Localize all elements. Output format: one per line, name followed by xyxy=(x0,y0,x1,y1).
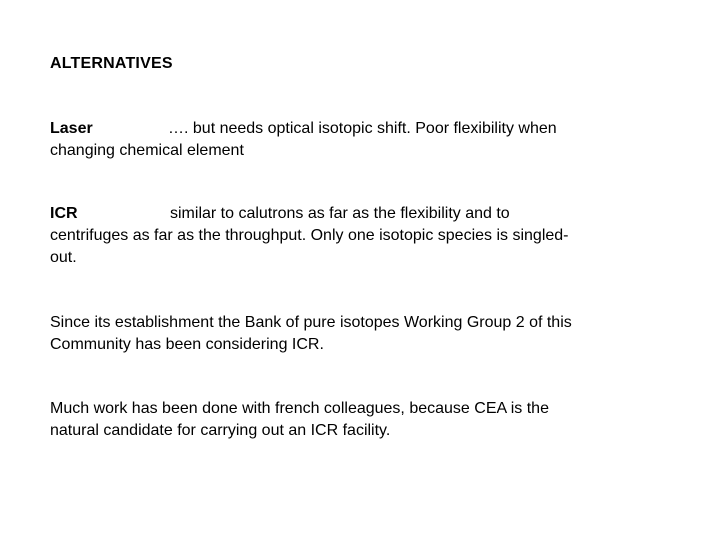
laser-text-1: …. but needs optical isotopic shift. Poor flexibility when xyxy=(168,120,557,137)
laser-line-2: changing chemical element xyxy=(50,142,244,159)
icr-term: ICR xyxy=(50,205,78,222)
cea-line-1: Much work has been done with french colleagues, because CEA is the xyxy=(50,400,549,417)
icr-text-1: similar to calutrons as far as the flexibility and to xyxy=(170,205,510,222)
laser-term: Laser xyxy=(50,120,93,137)
since-line-1: Since its establishment the Bank of pure isotopes Working Group 2 of this xyxy=(50,314,572,331)
since-paragraph xyxy=(50,312,670,356)
icr-line-3: out. xyxy=(50,249,77,266)
cea-paragraph xyxy=(50,398,670,442)
laser-line-1 xyxy=(50,118,670,140)
cea-line-2: natural candidate for carrying out an ICR facility. xyxy=(50,422,391,439)
icr-line-1 xyxy=(50,203,670,225)
slide-heading: ALTERNATIVES xyxy=(50,55,173,72)
laser-paragraph xyxy=(50,118,670,162)
icr-paragraph xyxy=(50,203,670,269)
icr-line-2: centrifuges as far as the throughput. Only one isotopic species is singled- xyxy=(50,227,569,244)
since-line-2: Community has been considering ICR. xyxy=(50,336,324,353)
